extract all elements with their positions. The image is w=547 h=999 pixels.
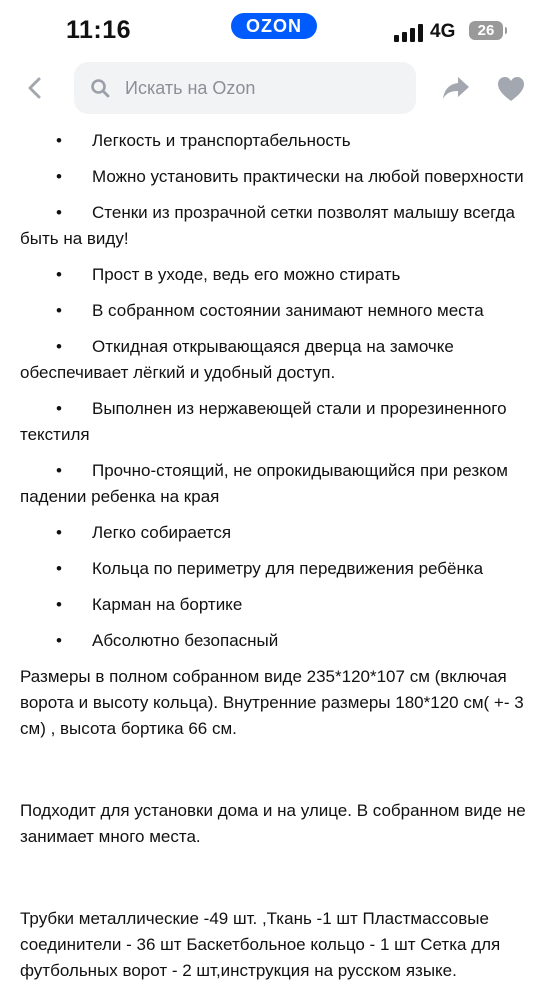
feature-text: Прост в уходе, ведь его можно стирать <box>92 265 401 284</box>
share-button[interactable] <box>442 75 470 101</box>
feature-item <box>20 628 530 654</box>
chevron-left-icon <box>24 76 48 100</box>
feature-item <box>20 556 530 582</box>
signal-icon <box>394 24 424 42</box>
product-description <box>20 128 530 984</box>
status-time: 11:16 <box>66 16 132 44</box>
feature-item <box>20 458 530 510</box>
feature-item <box>20 262 530 288</box>
bullet-marker: • <box>56 265 62 284</box>
feature-text: Прочно-стоящий, не опрокидывающийся при резком падении ребенка на края <box>20 461 508 506</box>
bullet-marker: • <box>56 131 62 150</box>
ozon-badge[interactable]: OZON <box>231 13 317 39</box>
search-icon <box>90 78 110 98</box>
usage-paragraph: Подходит для установки дома и на улице. В собранном виде не занимает много места. <box>20 801 526 846</box>
feature-text: Легкость и транспортабельность <box>92 131 351 150</box>
feature-item <box>20 396 530 448</box>
favorite-button[interactable] <box>497 76 525 102</box>
sizes-paragraph: Размеры в полном собранном виде 235*120*107 см (включая ворота и высоту кольца). Внутренние размеры 180*120 см( +- 3 см) , высота бортика 66 см. <box>20 667 524 738</box>
search-input[interactable] <box>74 62 416 114</box>
feature-text: Выполнен из нержавеющей стали и прорезиненного текстиля <box>20 399 507 444</box>
bullet-marker: • <box>56 203 62 222</box>
bullet-marker: • <box>56 301 62 320</box>
feature-text: Абсолютно безопасный <box>92 631 279 650</box>
status-bar <box>0 0 547 60</box>
contents-paragraph: Трубки металлические -49 шт. ,Ткань -1 шт Пластмассовые соединители - 36 шт Баскетбольное кольцо - 1 шт Сетка для футбольных ворот - 2 шт,инструкция на русском языке. <box>20 909 501 980</box>
feature-text: Карман на бортике <box>92 595 243 614</box>
feature-text: Стенки из прозрачной сетки позволят малышу всегда быть на виду! <box>20 203 515 248</box>
feature-item <box>20 592 530 618</box>
feature-text: Легко собирается <box>92 523 232 542</box>
search-placeholder: Искать на Ozon <box>125 78 256 98</box>
feature-item <box>20 520 530 546</box>
bullet-marker: • <box>56 523 62 542</box>
feature-item <box>20 200 530 252</box>
feature-text: Кольца по периметру для передвижения ребёнка <box>92 559 484 578</box>
bullet-marker: • <box>56 167 62 186</box>
back-button[interactable] <box>24 76 48 100</box>
feature-item <box>20 128 530 154</box>
bullet-marker: • <box>56 337 62 356</box>
feature-item <box>20 298 530 324</box>
feature-text: Можно установить практически на любой поверхности <box>92 167 524 186</box>
feature-text: В собранном состоянии занимают немного места <box>92 301 484 320</box>
bullet-marker: • <box>56 399 62 418</box>
network-label: 4G <box>430 21 456 42</box>
bullet-marker: • <box>56 595 62 614</box>
feature-list <box>20 128 530 654</box>
share-icon <box>442 75 470 101</box>
feature-item <box>20 164 530 190</box>
paragraph-spacer <box>20 850 530 902</box>
bullet-marker: • <box>56 461 62 480</box>
battery-icon <box>469 21 503 40</box>
feature-text: Откидная открывающаяся дверца на замочке обеспечивает лёгкий и удобный доступ. <box>20 337 454 382</box>
bullet-marker: • <box>56 631 62 650</box>
paragraph-spacer <box>20 742 530 794</box>
heart-icon <box>497 76 525 102</box>
feature-item <box>20 334 530 386</box>
bullet-marker: • <box>56 559 62 578</box>
battery-level: 26 <box>477 22 495 39</box>
